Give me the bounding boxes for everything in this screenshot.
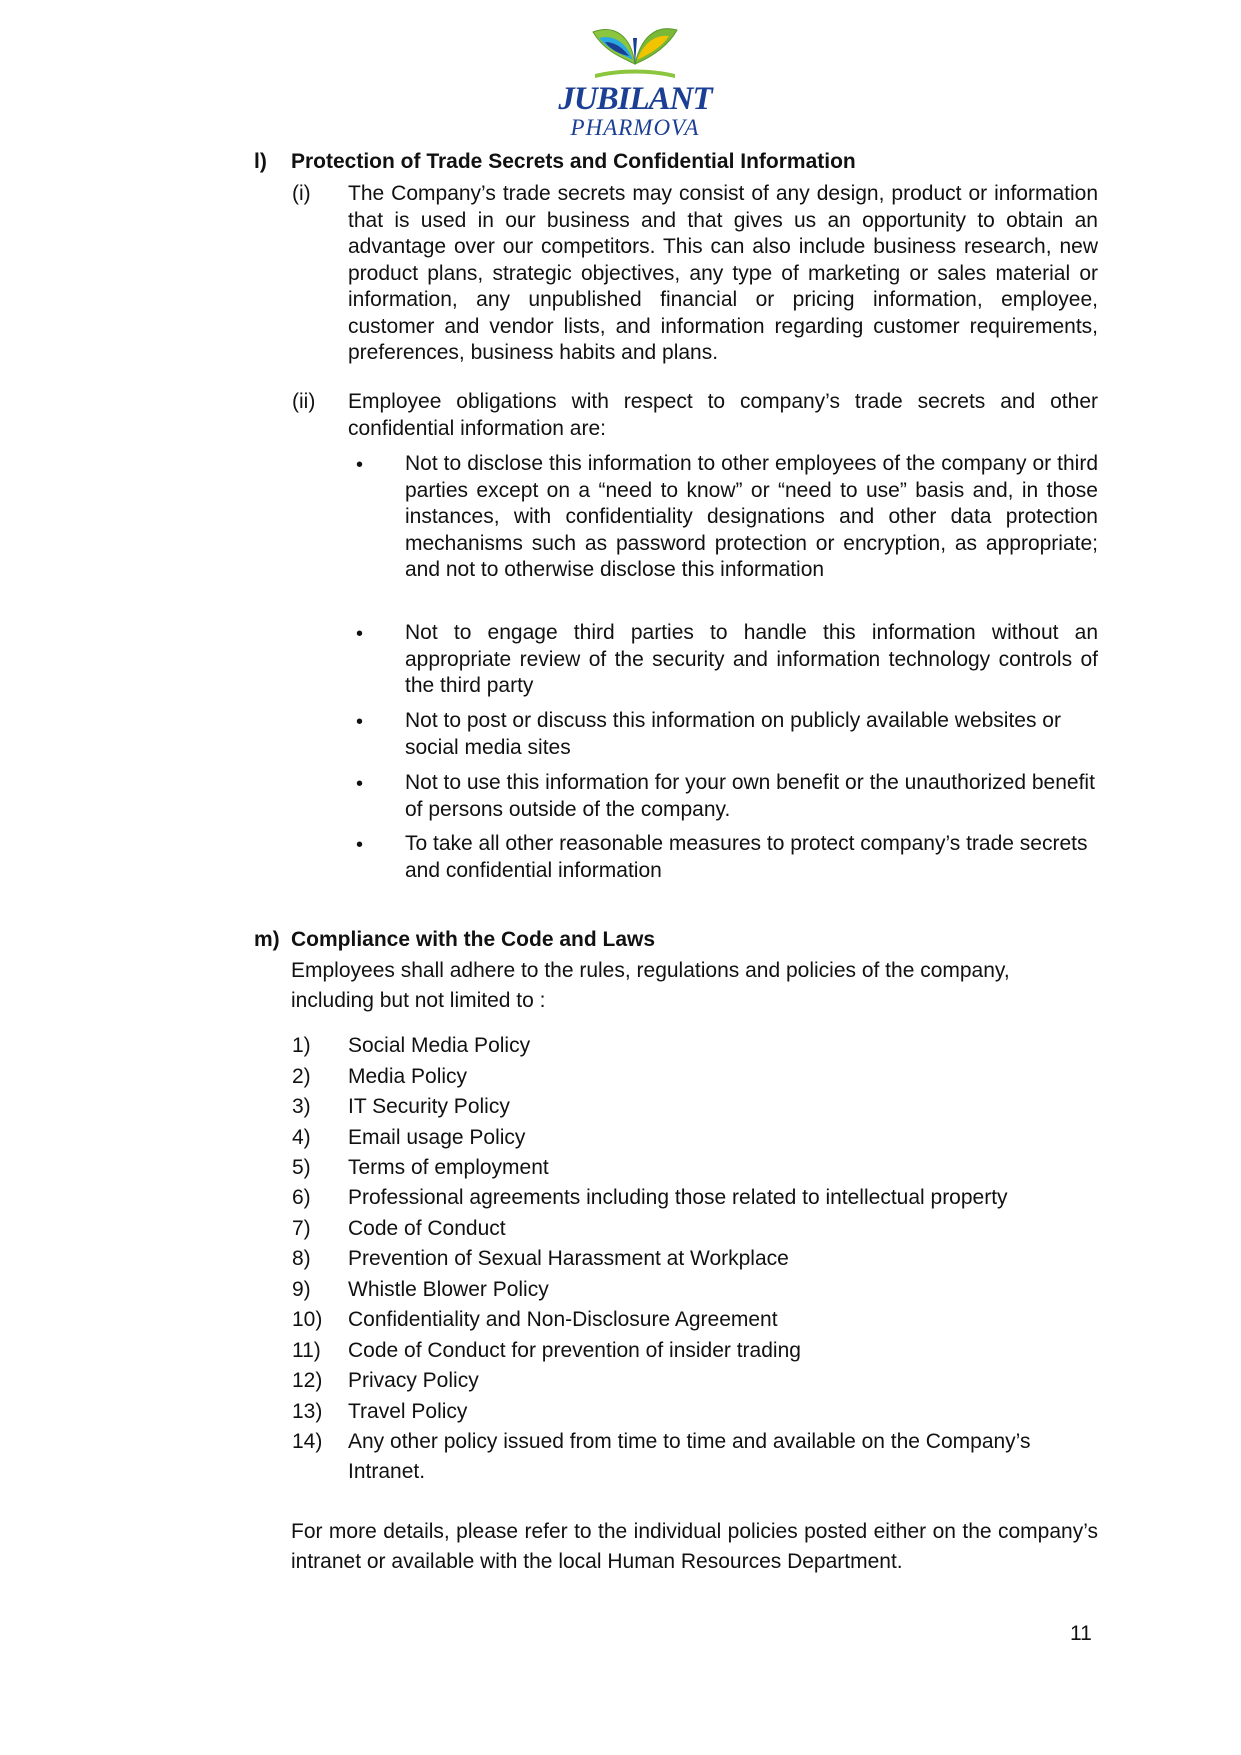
list-item-number: 4) — [292, 1126, 311, 1149]
list-item-number: 5) — [292, 1156, 311, 1179]
list-item-number: 6) — [292, 1186, 311, 1209]
list-item: Media Policy — [348, 1065, 468, 1088]
list-item-number: 1) — [292, 1034, 311, 1057]
list-item-number: 8) — [292, 1247, 311, 1270]
bullet-icon: • — [356, 454, 364, 476]
bullet-item: Not to engage third parties to handle this information without an appropriate review of the security and information technology controls of the third party — [405, 621, 1098, 697]
bullet-icon: • — [356, 623, 364, 645]
list-item-number: 11) — [292, 1339, 321, 1362]
list-item: Confidentiality and Non-Disclosure Agreement — [348, 1308, 778, 1331]
list-item: Privacy Policy — [348, 1369, 479, 1392]
list-item-number: 7) — [292, 1217, 311, 1240]
bullet-item: Not to post or discuss this information on publicly available websites or social media sites — [405, 709, 1061, 759]
section-m-title: Compliance with the Code and Laws — [291, 928, 656, 951]
list-item-number: 10) — [292, 1308, 323, 1331]
item-ii-text: Employee obligations with respect to company’s trade secrets and other confidential information are: — [348, 390, 1098, 440]
bullet-item: Not to disclose this information to other employees of the company or third parties except on a “need to know” or “need to use” basis and, in those instances, with confidentiality designations and other data protection mechanisms such as password protection or encryption, as appropriate; and not to otherwise disclose this information — [405, 452, 1098, 581]
bullet-icon: • — [356, 773, 364, 795]
list-item-number: 14) — [292, 1430, 323, 1453]
butterfly-logo-icon — [585, 24, 685, 84]
list-item-number: 9) — [292, 1278, 311, 1301]
list-item: IT Security Policy — [348, 1095, 510, 1118]
list-item-number: 12) — [292, 1369, 323, 1392]
logo-wordmark-secondary: PHARMOVA — [570, 115, 700, 140]
bullet-icon: • — [356, 711, 364, 733]
bullet-icon: • — [356, 834, 364, 856]
section-m-intro: Employees shall adhere to the rules, regulations and policies of the company, including but not limited to : — [291, 959, 1010, 1012]
closing-paragraph: For more details, please refer to the individual policies posted either on the company’s intranet or available with the local Human Resources Department. — [291, 1520, 1098, 1573]
list-item-number: 2) — [292, 1065, 311, 1088]
bullet-item: To take all other reasonable measures to protect company’s trade secrets and confidential information — [405, 832, 1088, 882]
section-l-label: l) — [254, 150, 267, 173]
item-ii-label: (ii) — [292, 390, 316, 413]
section-l-title: Protection of Trade Secrets and Confidential Information — [291, 150, 856, 173]
list-item: Professional agreements including those related to intellectual property — [348, 1186, 1008, 1209]
section-m-label: m) — [254, 928, 280, 951]
company-logo — [555, 24, 715, 140]
item-i-label: (i) — [292, 182, 311, 205]
list-item: Travel Policy — [348, 1400, 468, 1423]
list-item: Code of Conduct — [348, 1217, 506, 1240]
list-item: Social Media Policy — [348, 1034, 531, 1057]
logo-wordmark-primary: JUBILANT — [558, 81, 712, 117]
list-item: Whistle Blower Policy — [348, 1278, 549, 1301]
list-item: Any other policy issued from time to time and available on the Company’s Intranet. — [348, 1430, 1031, 1483]
list-item: Code of Conduct for prevention of insider trading — [348, 1339, 801, 1362]
list-item-number: 13) — [292, 1400, 323, 1423]
list-item: Prevention of Sexual Harassment at Workplace — [348, 1247, 789, 1270]
page-number: 11 — [1070, 1622, 1092, 1645]
list-item: Terms of employment — [348, 1156, 549, 1179]
list-item-number: 3) — [292, 1095, 311, 1118]
bullet-item: Not to use this information for your own benefit or the unauthorized benefit of persons outside of the company. — [405, 771, 1095, 821]
list-item: Email usage Policy — [348, 1126, 526, 1149]
item-i-text: The Company’s trade secrets may consist of any design, product or information that is used in our business and that gives us an opportunity to obtain an advantage over our competitors. This can also include business research, new product plans, strategic objectives, any type of marketing or sales material or information, any unpublished financial or pricing information, employee, customer and vendor lists, and information regarding customer requirements, preferences, business habits and plans. — [348, 182, 1098, 364]
